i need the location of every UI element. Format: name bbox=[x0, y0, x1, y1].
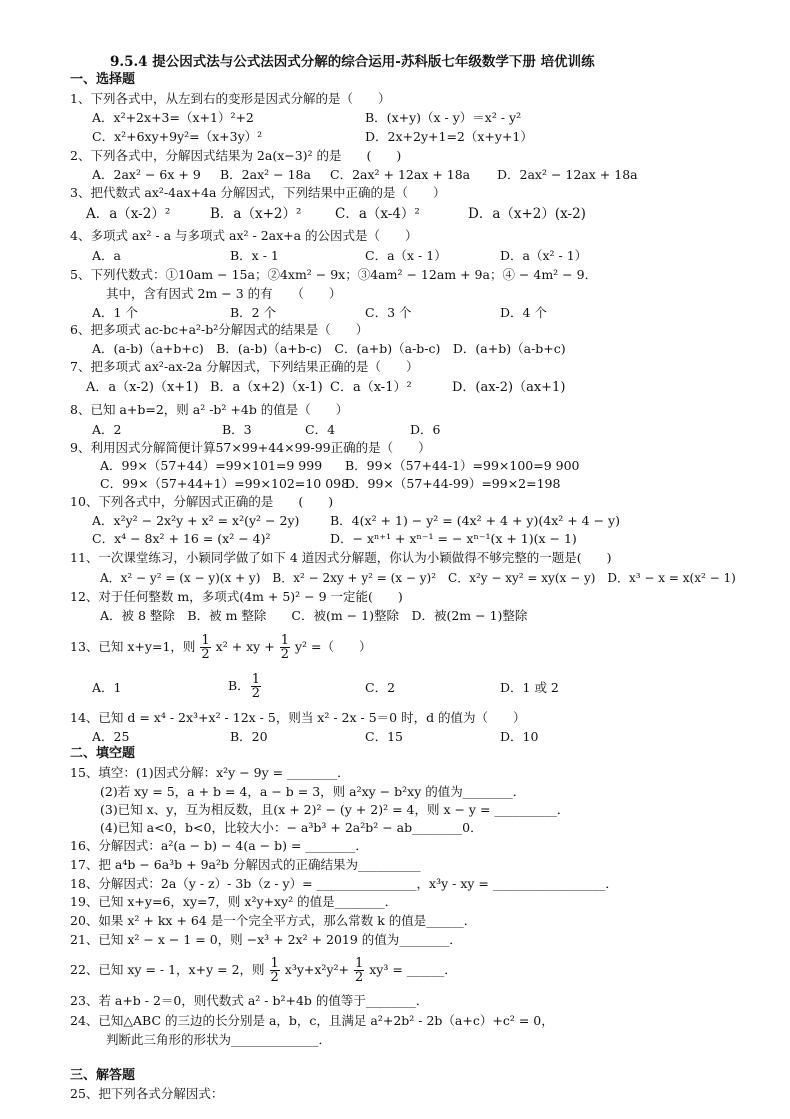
option-7c: C．a（x-1）² bbox=[330, 380, 412, 395]
option-10d: D．− xⁿ⁺¹ + xⁿ⁻¹ = − xⁿ⁻¹(x + 1)(x − 1) bbox=[330, 531, 577, 546]
question-22-expr: x³y+x²y²+ bbox=[284, 962, 349, 977]
question-15: 15、填空：(1)因式分解：x²y − 9y = ________． bbox=[70, 765, 350, 780]
question-15-2: (2)若 xy = 5，a + b = 4，a − b = 3，则 a²xy − b²xy 的值为________． bbox=[100, 784, 526, 799]
option-8d: D．6 bbox=[410, 422, 441, 437]
question-2: 2、下列各式中，分解因式结果为 2a(x−3)² 的是 ( ) bbox=[70, 148, 402, 163]
option-10b: B．4(x² + 1) − y² = (4x² + 4 + y)(4x² + 4 − y) bbox=[330, 513, 620, 528]
question-6: 6、把多项式 ac-bc+a²-b²分解因式的结果是（ ） bbox=[70, 322, 369, 337]
options-11: A．x² − y² = (x − y)(x + y) B．x² − 2xy + y² = (x − y)² C．x²y − xy² = xy(x − y) D．x³ − x = x(x² − 1) bbox=[100, 571, 736, 585]
question-25: 25、把下列各式分解因式： bbox=[70, 1086, 224, 1101]
fraction-half bbox=[280, 634, 290, 661]
option-14a: A．25 bbox=[92, 729, 130, 744]
fraction-denominator: 2 bbox=[251, 686, 260, 701]
fraction-half bbox=[270, 957, 280, 984]
option-10c: C．x⁴ − 8x² + 16 = (x² − 4)² bbox=[92, 531, 271, 546]
option-1c: C．x²+6xy+9y²=（x+3y）² bbox=[92, 129, 263, 144]
question-3: 3、把代数式 ax²-4ax+4a 分解因式，下列结果中正确的是（ ） bbox=[70, 185, 446, 200]
section-heading-solve: 三、解答题 bbox=[70, 1068, 136, 1083]
fraction-half bbox=[354, 957, 364, 984]
question-5-cont: 其中，含有因式 2m − 3 的有 （ ） bbox=[106, 286, 342, 301]
question-24-cont: 判断此三角形的形状为______________． bbox=[106, 1032, 332, 1047]
option-1b: B．(x+y)（x - y）＝x² - y² bbox=[365, 110, 522, 125]
question-23: 23、若 a+b - 2＝0，则代数式 a² - b²+4b 的值等于________． bbox=[70, 993, 429, 1008]
section-heading-fill: 二、填空题 bbox=[70, 746, 136, 761]
option-2c: C．2ax² + 12ax + 18a bbox=[330, 167, 471, 182]
question-22-prefix: 22、已知 xy = - 1，x+y = 2，则 bbox=[70, 962, 265, 977]
option-5c: C．3 个 bbox=[365, 305, 412, 320]
option-8a: A．2 bbox=[92, 422, 122, 437]
fraction-half bbox=[200, 634, 210, 661]
question-19: 19、已知 x+y=6，xy=7，则 x²y+xy² 的值是________． bbox=[70, 894, 398, 909]
question-9: 9、利用因式分解简便计算57×99+44×99-99正确的是（ ） bbox=[70, 440, 431, 455]
question-13-prefix: 13、已知 x+y=1，则 bbox=[70, 639, 196, 654]
option-7a: A．a（x-2)（x+1) bbox=[86, 380, 199, 395]
option-5d: D．4 个 bbox=[500, 305, 547, 320]
option-4d: D．a（x² - 1） bbox=[500, 248, 588, 263]
option-4c: C．a（x - 1） bbox=[365, 248, 447, 263]
question-13-suffix: y² =（ ） bbox=[294, 639, 372, 654]
option-13b-label: B． bbox=[228, 678, 250, 693]
question-22-suffix: xy³ = ______． bbox=[369, 962, 457, 977]
option-3c: C．a（x-4）² bbox=[335, 206, 420, 222]
question-20: 20、如果 x² + kx + 64 是一个完全平方式，那么常数 k 的值是______． bbox=[70, 913, 477, 928]
option-5b: B．2 个 bbox=[230, 305, 277, 320]
question-17: 17、把 a⁴b − 6a³b + 9a²b 分解因式的正确结果为__________ bbox=[70, 857, 421, 872]
fraction-denominator: 2 bbox=[280, 647, 289, 662]
fraction-denominator: 2 bbox=[354, 970, 364, 985]
question-1: 1、下列各式中，从左到右的变形是因式分解的是（ ） bbox=[70, 91, 391, 106]
option-2d: D．2ax² − 12ax + 18a bbox=[497, 167, 638, 182]
option-4b: B．x - 1 bbox=[230, 248, 279, 263]
option-3b: B．a（x+2）² bbox=[210, 206, 302, 222]
option-9b: B．99×（57+44-1）=99×100=9 900 bbox=[345, 458, 580, 473]
option-10a: A．x²y² − 2x²y + x² = x²(y² − 2y) bbox=[92, 513, 300, 528]
option-13b bbox=[228, 668, 262, 704]
question-11: 11、一次课堂练习，小颖同学做了如下 4 道因式分解题，你认为小颖做得不够完整的一题是( ) bbox=[70, 550, 612, 565]
question-5: 5、下列代数式：①10am − 15a；②4xm² − 9x；③4am² − 12am + 9a；④ − 4m² − 9． bbox=[70, 267, 598, 282]
question-13-expr: x² + xy + bbox=[215, 639, 275, 654]
option-13a: A．1 bbox=[92, 680, 122, 695]
option-1a: A．x²+2x+3=（x+1）²+2 bbox=[92, 110, 254, 125]
page-title: 9.5.4 提公因式法与公式法因式分解的综合运用-苏科版七年级数学下册 培优训练 bbox=[110, 54, 595, 70]
fraction-numerator: 1 bbox=[270, 956, 279, 971]
option-4a: A．a bbox=[92, 248, 121, 263]
question-18: 18、分解因式：2a（y - z）- 3b（z - y）= ________________，x³y - xy = __________________． bbox=[70, 876, 618, 891]
question-15-3: (3)已知 x、y，互为相反数，且(x + 2)² − (y + 2)² = 4，则 x − y = __________． bbox=[100, 802, 570, 817]
fraction-numerator: 1 bbox=[280, 633, 289, 648]
option-9c: C．99×（57+44+1）=99×102=10 098 bbox=[100, 476, 350, 491]
option-8b: B．3 bbox=[222, 422, 252, 437]
question-7: 7、把多项式 ax²-ax-2a 分解因式，下列结果正确的是（ ） bbox=[70, 359, 419, 374]
option-7d: D．(ax-2)（ax+1) bbox=[452, 380, 566, 395]
question-10: 10、下列各式中，分解因式正确的是 ( ) bbox=[70, 494, 334, 509]
section-heading-choice: 一、选择题 bbox=[70, 72, 136, 87]
option-9a: A．99×（57+44）=99×101=9 999 bbox=[100, 458, 323, 473]
option-1d: D．2x+2y+1=2（x+y+1） bbox=[365, 129, 533, 144]
fraction-numerator: 1 bbox=[201, 633, 210, 648]
option-13d: D．1 或 2 bbox=[500, 680, 559, 695]
fraction-numerator: 1 bbox=[354, 956, 364, 971]
fraction-denominator: 2 bbox=[201, 647, 210, 662]
option-7b: B．a（x+2)（x-1) bbox=[210, 380, 323, 395]
question-14: 14、已知 d = x⁴ - 2x³+x² - 12x - 5，则当 x² - 2x - 5＝0 时，d 的值为（ ） bbox=[70, 710, 526, 725]
question-16: 16、分解因式：a²(a − b) − 4(a − b) = ________． bbox=[70, 838, 368, 853]
option-9d: D．99×（57+44-99）=99×2=198 bbox=[345, 476, 561, 491]
option-8c: C．4 bbox=[305, 422, 336, 437]
option-14d: D．10 bbox=[500, 729, 539, 744]
question-15-4: (4)已知 a<0，b<0，比较大小：− a³b³ + 2a²b² − ab________0． bbox=[100, 820, 483, 835]
option-2b: B．2ax² − 18a bbox=[220, 167, 311, 182]
options-12: A．被 8 整除 B．被 m 整除 C．被(m − 1)整除 D．被(2m − 1)整除 bbox=[100, 608, 528, 623]
question-21: 21、已知 x² − x − 1 = 0，则 −x³ + 2x² + 2019 的值为________． bbox=[70, 932, 462, 947]
option-14b: B．20 bbox=[230, 729, 268, 744]
question-22 bbox=[70, 955, 457, 985]
option-13c: C．2 bbox=[365, 680, 396, 695]
option-3d: D．a（x+2）(x-2) bbox=[468, 206, 586, 222]
fraction-half bbox=[251, 673, 261, 700]
option-3a: A．a（x-2）² bbox=[86, 206, 171, 222]
question-13 bbox=[70, 632, 371, 662]
question-24: 24、已知△ABC 的三边的长分别是 a，b，c，且满足 a²+2b² - 2b（a+c）+c² = 0， bbox=[70, 1013, 554, 1028]
option-2a: A．2ax² − 6x + 9 bbox=[92, 167, 201, 182]
fraction-numerator: 1 bbox=[251, 672, 260, 687]
fraction-denominator: 2 bbox=[270, 970, 279, 985]
question-4: 4、多项式 ax² - a 与多项式 ax² - 2ax+a 的公因式是（ ） bbox=[70, 228, 418, 243]
option-14c: C．15 bbox=[365, 729, 403, 744]
question-12: 12、对于任何整数 m，多项式(4m + 5)² − 9 一定能( ) bbox=[70, 589, 403, 604]
question-8: 8、已知 a+b=2，则 a² -b² +4b 的值是（ ） bbox=[70, 402, 349, 417]
option-5a: A．1 个 bbox=[92, 305, 138, 320]
options-6: A．(a-b)（a+b+c) B．(a-b)（a+b-c) C．(a+b)（a-b-c) D．(a+b)（a-b+c) bbox=[92, 341, 566, 356]
